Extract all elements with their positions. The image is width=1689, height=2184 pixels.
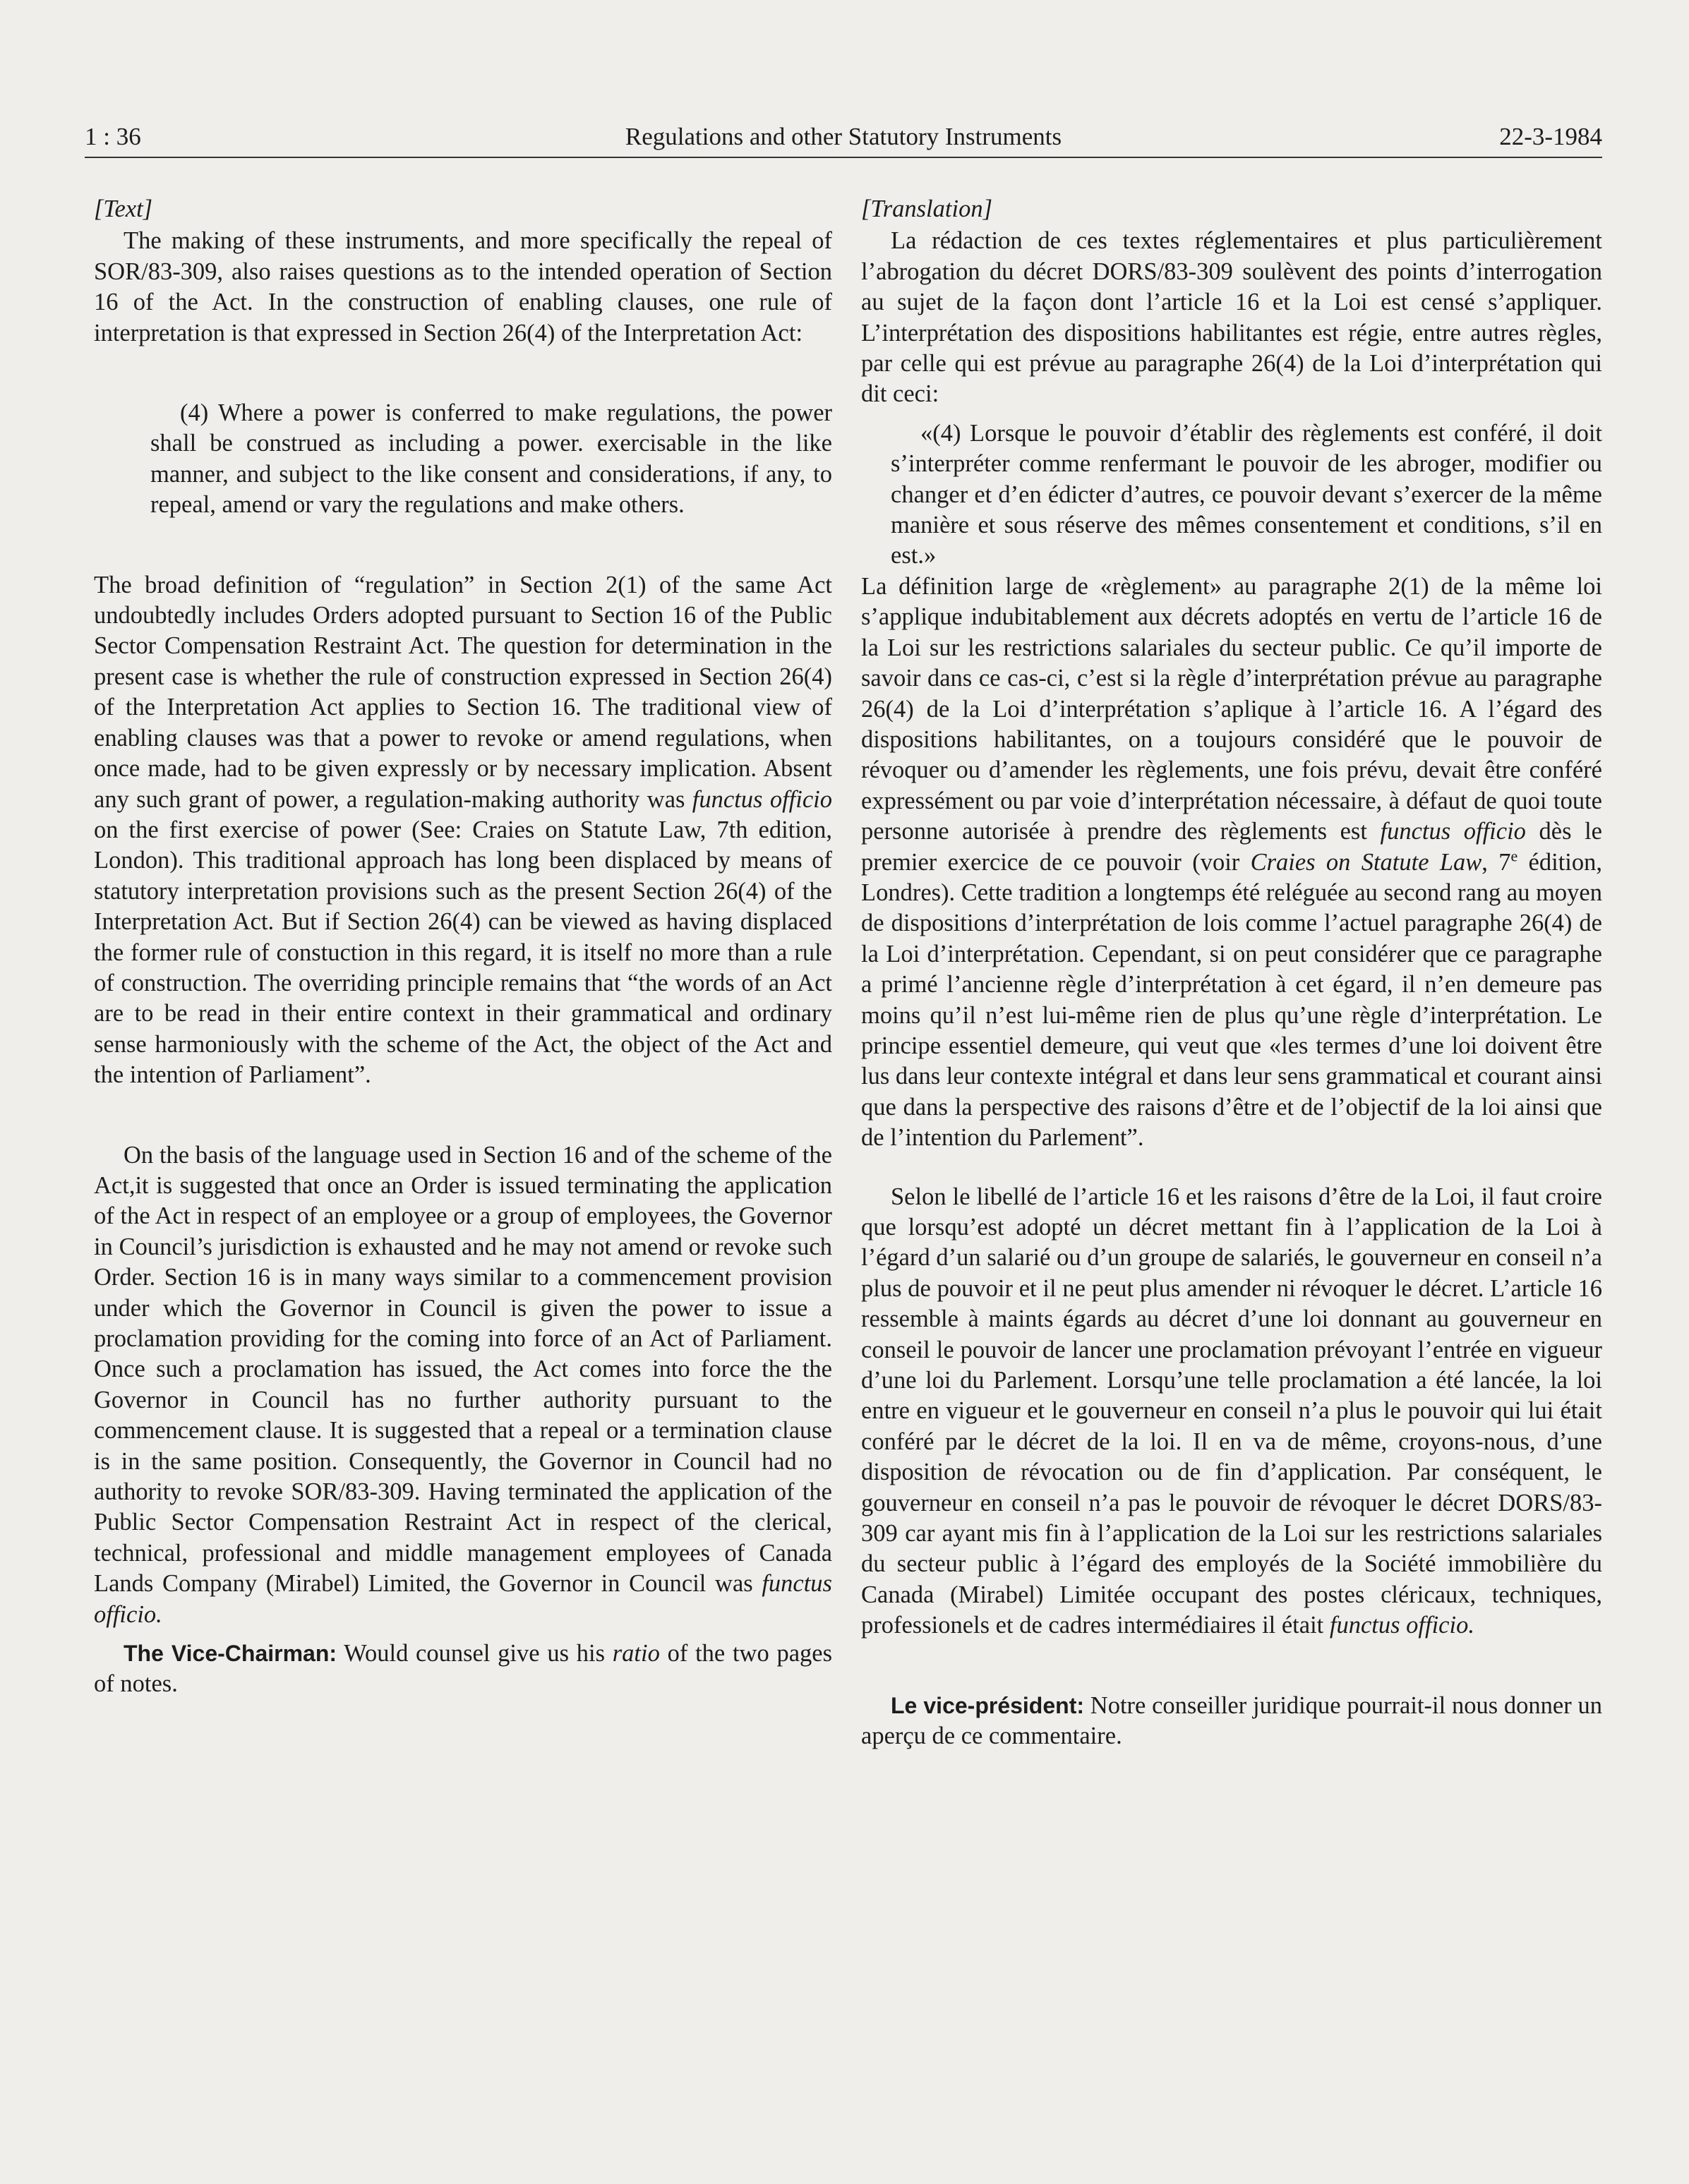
speaker-name: Le vice-président: bbox=[891, 1692, 1085, 1718]
text-label: [Text] bbox=[94, 195, 153, 222]
paragraph-1: The making of these instruments, and more specifically the repeal of SOR/83-309, also raises questions as to the intended operation of Section 16 of the Act. In the construction of enabling clauses, one rule of interpretation is that expressed in Section 26(4) of the Interpretation Act: bbox=[94, 227, 832, 346]
paragraph-1: La rédaction de ces textes réglementaires et plus particulièrement l’abrogation du décret DORS/83-309 soulèvent des points d’interrogation au sujet de la façon dont l’article 16 et la Loi est censé s’appliquer. L’interprétation des dispositions habilitantes est régie, entre autres règles, par celle qui est prévue au paragraphe 26(4) de la Loi d’interprétation qui dit ceci: bbox=[861, 227, 1602, 408]
translation-label: [Translation] bbox=[861, 195, 992, 222]
page-number: 1 : 36 bbox=[85, 123, 141, 150]
french-column bbox=[861, 194, 1602, 1752]
speaker-paragraph: Le vice-président: Notre conseiller juridique pourrait-il nous donner un aperçu de ce commentaire. bbox=[861, 1691, 1602, 1750]
paragraph-2: La définition large de «règlement» au paragraphe 2(1) de la même loi s’applique indubitablement aux décrets adoptés en vertu de l’article 16 de la Loi sur les restrictions salariales du secteur public. Ce qu’il importe de savoir dans ce cas-ci, c’est si la règle d’interprétation prévue au paragraphe 26(4) de la Loi d’interprétation s’aplique à l’article 16. A l’égard des dispositions habilitantes, on a toujours considéré que le pouvoir de révoquer ou d’amender les règlements, une fois prévu, devait être conféré expressément ou par voie d’interprétation nécessaire, à défaut de quoi toute personne autorisée à prendre des règlements est functus officio dès le premier exercice de ce pouvoir (voir Craies on Statute Law, 7e édition, Londres). Cette tradition a longtemps été reléguée au second rang au moyen de dispositions d’interprétation de lois comme l’actuel paragraphe 26(4) de la Loi d’interprétation. Cependant, si on peut considérer que ce paragraphe a primé l’ancienne règle d’interprétation à cet égard, il n’en demeure pas moins qu’il n’est lui-même rien de plus qu’une règle d’interprétation. Le principe essentiel demeure, qui veut que «les termes d’une loi doivent être lus dans leur contexte intégral et dans leur sens grammatical et courant ainsi que dans la perspective des raisons d’être et de l’objectif de la loi ainsi que de l’intention du Parlement”. bbox=[861, 572, 1602, 1152]
paragraph-2: The broad definition of “regulation” in Section 2(1) of the same Act undoubtedly includes Orders adopted pursuant to Section 16 of the Public Sector Compensation Restraint Act. The question for determination in the present case is whether the rule of construction expressed in Section 26(4) of the Interpretation Act applies to Section 16. The traditional view of enabling clauses was that a power to revoke or amend regulations, when once made, had to be given expressly or by necessary implication. Absent any such grant of power, a regulation-making authority was functus officio on the first exercise of power (See: Craies on Statute Law, 7th edition, London). This traditional approach has long been displaced by means of statutory interpretation provisions such as the present Section 26(4) of the Interpretation Act. But if Section 26(4) can be viewed as having displaced the former rule of constuction in this regard, it is itself no more than a rule of construction. The overriding principle remains that “the words of an Act are to be read in their entire context in their grammatical and ordinary sense harmoniously with the scheme of the Act, the object of the Act and the intention of Parliament”. bbox=[94, 571, 832, 1089]
speaker-paragraph: The Vice-Chairman: Would counsel give us his ratio of the two pages of notes. bbox=[94, 1640, 833, 1698]
header-date: 22-3-1984 bbox=[1499, 123, 1602, 150]
english-column bbox=[94, 194, 832, 1700]
quoted-provision: (4) Where a power is conferred to make regulations, the power shall be construed as including a power. exercisable in the like manner, and subject to the like consent and considerations, if any, to repeal, amend or vary the regulations and make others. bbox=[150, 399, 832, 519]
header-title: Regulations and other Statutory Instruments bbox=[625, 123, 1062, 150]
latin-term: functus officio bbox=[692, 785, 832, 813]
paragraph-3: On the basis of the language used in Section 16 and of the scheme of the Act,it is suggested that once an Order is issued terminating the application of the Act in respect of an employee or a group of employees, the Governor in Council’s jurisdiction is exhausted and he may not amend or revoke such Order. Section 16 is in many ways similar to a commencement provision under which the Governor in Council is given the power to issue a proclamation providing for the coming into force of an Act of Parliament. Once such a proclamation has issued, the Act comes into force the the Governor in Council has no further authority pursuant to the commencement clause. It is suggested that a repeal or a termination clause is in the same position. Consequently, the Governor in Council had no authority to revoke SOR/83-309. Having terminated the application of the Public Sector Compensation Restraint Act in respect of the clerical, technical, professional and middle management employees of Canada Lands Company (Mirabel) Limited, the Governor in Council was functus officio. bbox=[94, 1141, 832, 1628]
speaker-name: The Vice-Chairman: bbox=[124, 1641, 337, 1667]
quoted-provision: «(4) Lorsque le pouvoir d’établir des règlements est conféré, il doit s’interpréter comme renfermant le pouvoir de les abroger, modifier ou changer et d’en édicter d’autres, ce pouvoir devant s’exercer de la même manière et sous réserve des mêmes consentement et conditions, s’il en est.» bbox=[891, 419, 1602, 569]
page-header bbox=[85, 121, 1602, 158]
paragraph-3: Selon le libellé de l’article 16 et les raisons d’être de la Loi, il faut croire que lorsqu’est adopté un décret mettant fin à l’application de la Loi à l’égard d’un salarié ou d’un groupe de salariés, le gouverneur en conseil n’a plus de pouvoir et il ne peut plus amender ni révoquer le décret. L’article 16 ressemble à maints égards au décret d’une loi donnant au gouverneur en conseil le pouvoir de lancer une proclamation prévoyant l’entrée en vigueur d’une loi du Parlement. Lorsqu’une telle proclamation a été lancée, la loi entre en vigueur et le gouverneur en conseil n’a plus le pouvoir qui lui était conféré par le décret de la loi. Il en va de même, croyons-nous, d’une disposition de révocation ou de fin d’application. Par conséquent, le gouverneur en conseil n’a pas le pouvoir de révoquer le décret DORS/83-309 car ayant mis fin à l’application de la Loi sur les restrictions salariales du secteur public à l’égard des employés de la Société immobilière du Canada (Mirabel) Limitée occupant des postes cléricaux, techniques, professionels et de cadres intermédiaires il était functus officio. bbox=[861, 1183, 1602, 1639]
latin-term: functus officio. bbox=[94, 1570, 832, 1628]
